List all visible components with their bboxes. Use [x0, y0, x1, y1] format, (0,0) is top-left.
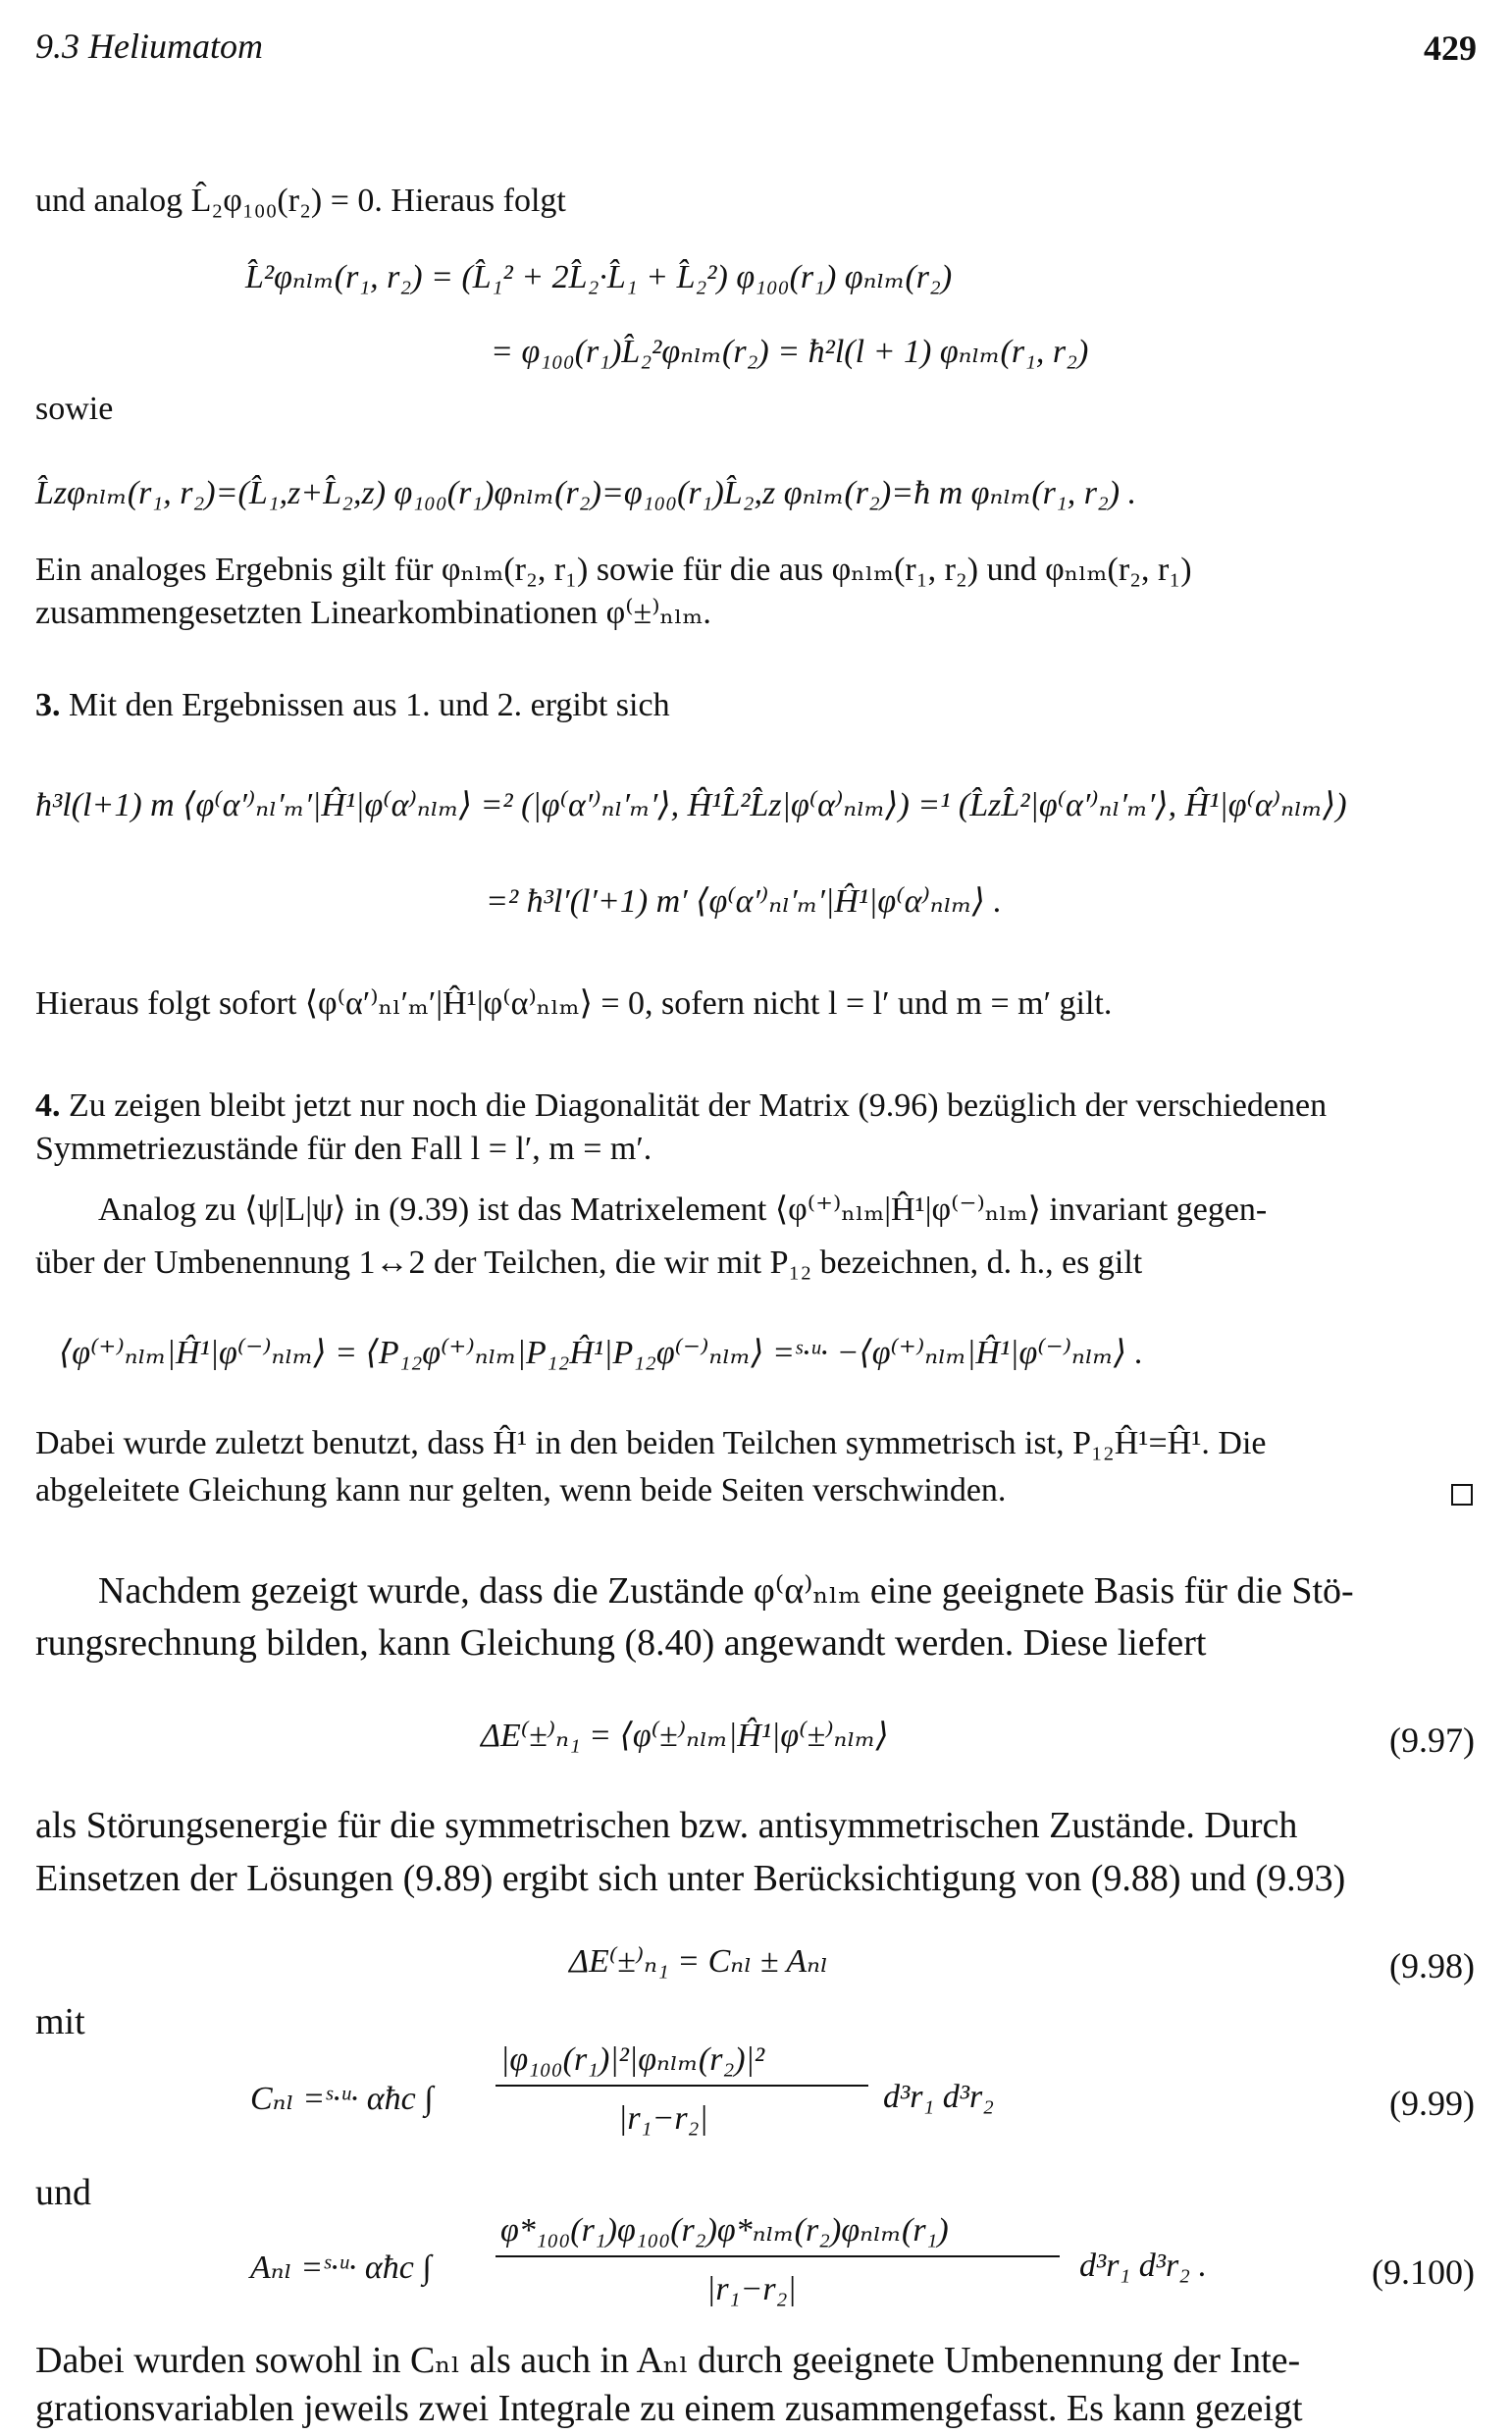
equation-9-99-lhs: Cₙₗ =ˢ·ᵘ· αħc ∫: [250, 2081, 434, 2117]
equation-number-9-100: (9.100): [1372, 2252, 1475, 2292]
equation-9-97: ΔE⁽±⁾ₙ₁ = ⟨φ⁽±⁾ₙₗₘ|Ĥ¹|φ⁽±⁾ₙₗₘ⟩: [481, 1718, 889, 1754]
final-remark-line1: Dabei wurde zuletzt benutzt, dass Ĥ¹ in den beiden Teilchen symmetrisch ist, P₁₂Ĥ¹=Ĥ¹. Die: [35, 1425, 1267, 1461]
para2-line1: als Störungsenergie für die symmetrischen bzw. antisymmetrischen Zustände. Durch: [35, 1805, 1298, 1846]
intro-line: und analog L̂₂φ₁₀₀(r₂) = 0. Hieraus folgt: [35, 183, 566, 219]
item-3-number: 3.: [35, 687, 61, 723]
equation-9-99-denominator: |r₁−r₂|: [618, 2100, 708, 2137]
fraction-bar: [495, 2255, 1060, 2257]
equation-number-9-98: (9.98): [1389, 1946, 1475, 1985]
para1-line2: rungsrechnung bilden, kann Gleichung (8.40) angewandt werden. Diese liefert: [35, 1622, 1207, 1664]
equation-matrix-line2: =² ħ³l′(l′+1) m′ ⟨φ⁽α′⁾ₙₗ′ₘ′|Ĥ¹|φ⁽α⁾ₙₗₘ⟩ .: [486, 883, 1002, 920]
item-4-number: 4.: [35, 1087, 61, 1124]
equation-l2-line1: L̂²φₙₗₘ(r₁, r₂) = (L̂₁² + 2L̂₂·L̂₁ + L̂₂²) φ₁₀₀(r₁) φₙₗₘ(r₂): [245, 259, 953, 295]
equation-9-98: ΔE⁽±⁾ₙ₁ = Cₙₗ ± Aₙₗ: [569, 1943, 829, 1980]
equation-9-99-numerator: |φ₁₀₀(r₁)|²|φₙₗₘ(r₂)|²: [500, 2041, 765, 2078]
equation-number-9-97: (9.97): [1389, 1720, 1475, 1760]
equation-9-100-lhs: Aₙₗ =ˢ·ᵘ· αħc ∫: [250, 2250, 432, 2286]
item-4-line2: Symmetriezustände für den Fall l = l′, m = m′.: [35, 1131, 652, 1167]
item-4-text: Zu zeigen bleibt jetzt nur noch die Diagonalität der Matrix (9.96) bezüglich der verschiedenen: [69, 1087, 1328, 1124]
mit-text: mit: [35, 2001, 85, 2042]
analog-matrix-line2: über der Umbenennung 1↔2 der Teilchen, die wir mit P₁₂ bezeichnen, d. h., es gilt: [35, 1244, 1143, 1281]
equation-number-9-99: (9.99): [1389, 2084, 1475, 2123]
sowie-text: sowie: [35, 391, 114, 427]
equation-l2-line2: = φ₁₀₀(r₁)L̂₂²φₙₗₘ(r₂) = ħ²l(l + 1) φₙₗₘ(r₁, r₂): [491, 334, 1089, 370]
para1-line1: Nachdem gezeigt wurde, dass die Zustände φ⁽α⁾ₙₗₘ eine geeignete Basis für die Stö-: [98, 1570, 1354, 1612]
final-remark-line2: abgeleitete Gleichung kann nur gelten, wenn beide Seiten verschwinden.: [35, 1472, 1007, 1509]
conclusion-3: Hieraus folgt sofort ⟨φ⁽α′⁾ₙₗ′ₘ′|Ĥ¹|φ⁽α⁾ₙₗₘ⟩ = 0, sofern nicht l = l′ und m = m′ gilt.: [35, 985, 1113, 1022]
para3-line2: grationsvariablen jeweils zwei Integrale zu einem zusammengefasst. Es kann gezeigt: [35, 2388, 1303, 2429]
item-4-line1: [35, 1087, 1327, 1125]
fraction-bar: [495, 2085, 868, 2087]
equation-9-100-rhs: d³r₁ d³r₂ .: [1079, 2248, 1207, 2284]
analog-result-line2: zusammengesetzten Linearkombinationen φ⁽±⁾ₙₗₘ.: [35, 595, 711, 631]
equation-symmetry: ⟨φ⁽⁺⁾ₙₗₘ|Ĥ¹|φ⁽⁻⁾ₙₗₘ⟩ = ⟨P₁₂φ⁽⁺⁾ₙₗₘ|P₁₂Ĥ¹|P₁₂φ⁽⁻⁾ₙₗₘ⟩ =ˢ·ᵘ· −⟨φ⁽⁺⁾ₙₗₘ|Ĥ¹|φ⁽⁻⁾ₙₗₘ⟩ .: [59, 1335, 1144, 1371]
page-number: 429: [1424, 28, 1477, 68]
und-text: und: [35, 2172, 91, 2213]
equation-9-100-numerator: φ*₁₀₀(r₁)φ₁₀₀(r₂)φ*ₙₗₘ(r₂)φₙₗₘ(r₁): [500, 2212, 949, 2249]
equation-matrix-line1: ħ³l(l+1) m ⟨φ⁽α′⁾ₙₗ′ₘ′|Ĥ¹|φ⁽α⁾ₙₗₘ⟩ =² (|φ⁽α′⁾ₙₗ′ₘ′⟩, Ĥ¹L̂²L̂z|φ⁽α⁾ₙₗₘ⟩) =¹ (L̂zL̂²|φ⁽α′⁾ₙₗ′ₘ′⟩, Ĥ¹|φ⁽α⁾ₙₗₘ⟩): [35, 787, 1347, 823]
equation-9-100-denominator: |r₁−r₂|: [706, 2271, 797, 2307]
item-3-text: Mit den Ergebnissen aus 1. und 2. ergibt sich: [69, 687, 670, 723]
qed-box-icon: [1451, 1484, 1473, 1506]
analog-result-line1: Ein analoges Ergebnis gilt für φₙₗₘ(r₂, r₁) sowie für die aus φₙₗₘ(r₁, r₂) und φₙₗₘ(r₂, r₁): [35, 552, 1192, 588]
para2-line2: Einsetzen der Lösungen (9.89) ergibt sich unter Berücksichtigung von (9.88) und (9.93): [35, 1858, 1346, 1899]
equation-9-99-rhs: d³r₁ d³r₂: [883, 2079, 994, 2115]
para3-line1: Dabei wurden sowohl in Cₙₗ als auch in Aₙₗ durch geeignete Umbenennung der Inte-: [35, 2340, 1301, 2381]
equation-lz: L̂zφₙₗₘ(r₁, r₂)=(L̂₁,z+L̂₂,z) φ₁₀₀(r₁)φₙₗₘ(r₂)=φ₁₀₀(r₁)L̂₂,z φₙₗₘ(r₂)=ħ m φₙₗₘ(r₁, r₂) .: [35, 475, 1137, 511]
analog-matrix-line1: Analog zu ⟨ψ|L|ψ⟩ in (9.39) ist das Matrixelement ⟨φ⁽⁺⁾ₙₗₘ|Ĥ¹|φ⁽⁻⁾ₙₗₘ⟩ invariant gegen-: [98, 1191, 1268, 1228]
item-3: [35, 687, 670, 724]
running-head: 9.3 Heliumatom: [35, 26, 263, 66]
